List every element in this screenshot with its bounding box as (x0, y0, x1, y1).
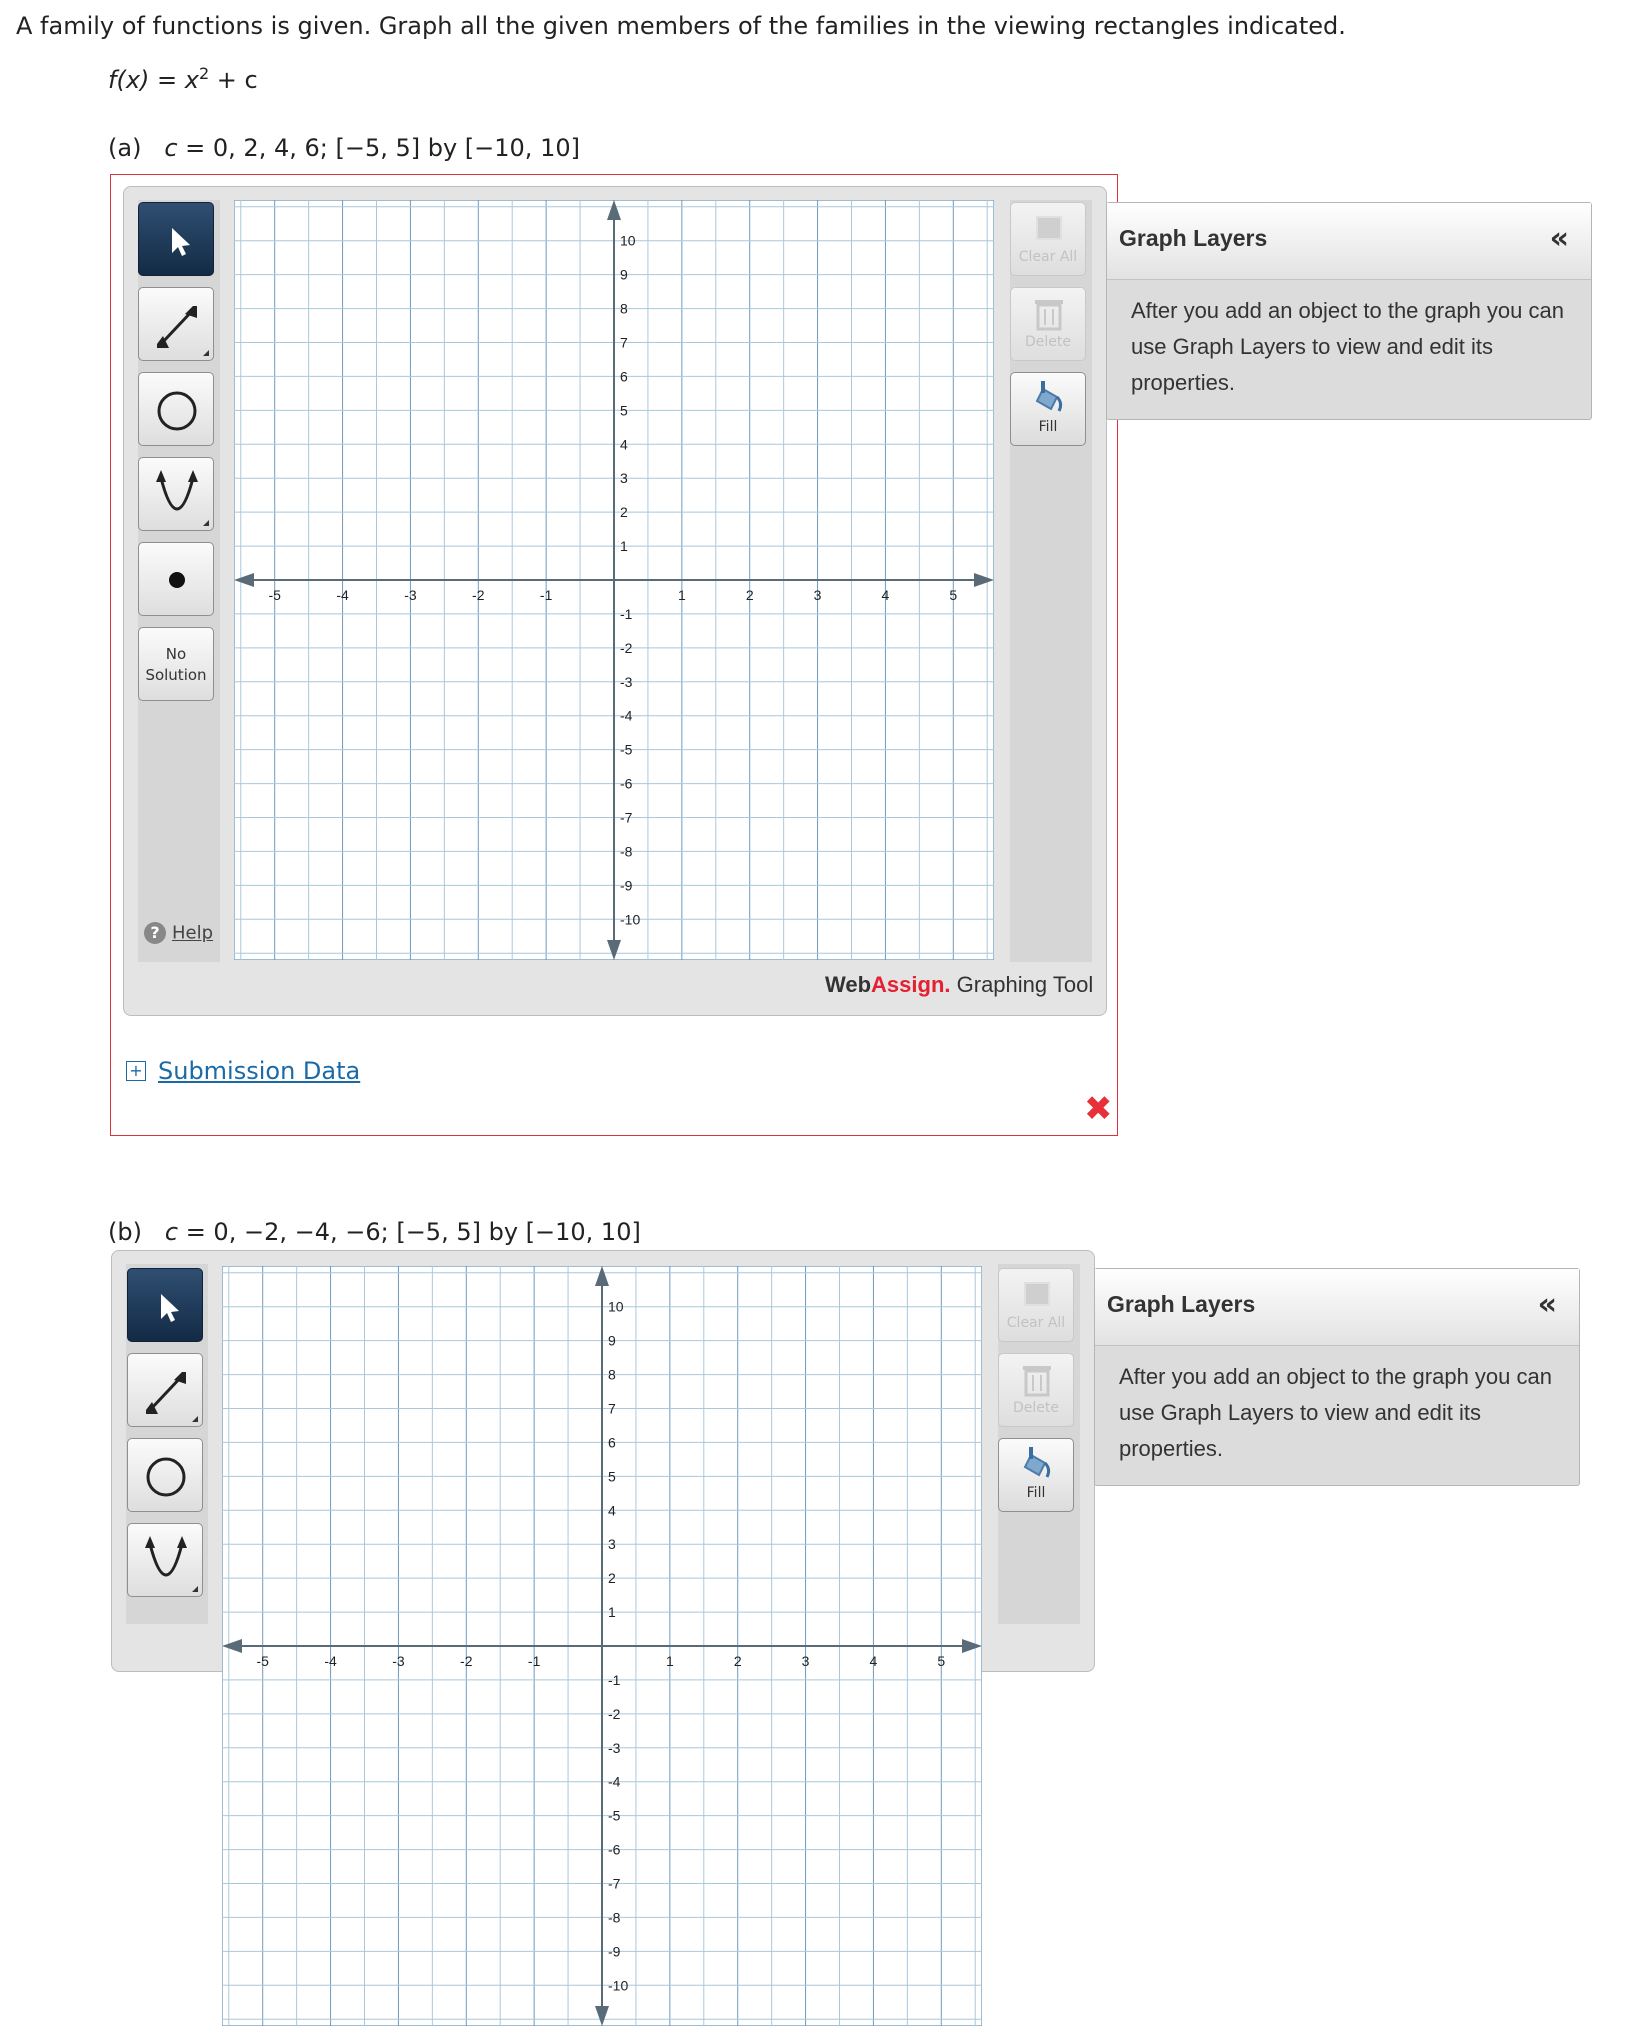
brand-graphing-tool: Graphing Tool (950, 972, 1094, 997)
instructions: A family of functions is given. Graph all the given members of the families in the viewing rectangles indicated. (16, 12, 1346, 40)
function-exponent: 2 (198, 64, 210, 83)
no-solution-button[interactable] (138, 627, 214, 701)
point-tool[interactable] (138, 542, 214, 616)
clear-all-button[interactable] (998, 1268, 1074, 1342)
y-tick-label: 9 (608, 1332, 616, 1349)
trash-icon (1011, 288, 1087, 332)
y-tick-label: -1 (620, 605, 633, 622)
y-tick-label: -8 (608, 1909, 621, 1926)
part-b-letter: (b) (108, 1218, 142, 1246)
y-tick-label: -7 (608, 1875, 621, 1892)
y-tick-label: -3 (620, 673, 633, 690)
parabola-icon (139, 458, 215, 532)
graph-grid[interactable] (222, 1266, 982, 2026)
x-tick-label: -2 (472, 587, 485, 603)
circle-icon (128, 1439, 204, 1513)
y-tick-label: 5 (608, 1468, 616, 1485)
y-tick-label: 3 (608, 1536, 616, 1553)
y-tick-label: -5 (620, 741, 633, 758)
y-tick-label: -8 (620, 843, 633, 860)
y-tick-label: 10 (620, 232, 636, 249)
fill-label: Fill (1038, 419, 1058, 435)
pointer-tool[interactable] (138, 202, 214, 276)
equals-sign: = (149, 66, 185, 94)
graph-layers-header (1107, 203, 1591, 280)
y-tick-label: -5 (608, 1807, 621, 1824)
parabola-tool[interactable] (138, 457, 214, 531)
y-tick-label: 10 (608, 1298, 624, 1315)
x-tick-label: 4 (869, 1653, 878, 1669)
y-tick-label: -3 (608, 1739, 621, 1756)
graph-layers-title: Graph Layers (1107, 1291, 1256, 1317)
line-tool[interactable] (138, 287, 214, 361)
x-tick-label: 3 (813, 587, 822, 603)
no-solution-line1: No (165, 645, 187, 663)
x-tick-label: 5 (949, 587, 958, 603)
x-tick-label: 1 (665, 1653, 674, 1669)
submission-data-label: Submission Data (158, 1057, 361, 1085)
function-constant: + c (209, 66, 258, 94)
fill-bucket-icon (999, 1439, 1075, 1483)
brand-assign: Assign. (871, 972, 951, 997)
x-tick-label: -5 (268, 587, 281, 603)
x-tick-label: 1 (677, 587, 686, 603)
y-tick-label: -1 (608, 1671, 621, 1688)
clear-all-icon (999, 1269, 1075, 1309)
circle-icon (139, 373, 215, 447)
fill-bucket-icon (1011, 373, 1087, 417)
x-tick-label: 3 (801, 1653, 810, 1669)
y-tick-label: 3 (620, 470, 628, 487)
y-tick-label: 6 (620, 368, 628, 385)
help-icon: ? (144, 922, 166, 944)
x-tick-label: 5 (937, 1653, 946, 1669)
fill-button[interactable] (1010, 372, 1086, 446)
brand-web: Web (825, 972, 872, 997)
y-tick-label: -6 (608, 1841, 621, 1858)
graph-grid[interactable] (234, 200, 994, 960)
part-b-spec: = 0, −2, −4, −6; [−5, 5] by [−10, 10] (178, 1218, 641, 1246)
graph-layers-panel-b (1094, 1268, 1580, 1486)
circle-tool[interactable] (127, 1438, 203, 1512)
y-tick-label: -4 (608, 1773, 621, 1790)
x-tick-label: -1 (527, 1653, 541, 1669)
pointer-icon (139, 203, 215, 277)
collapse-chevron-icon[interactable]: « (1549, 221, 1569, 256)
x-tick-label: -1 (539, 587, 553, 603)
parabola-icon (128, 1524, 204, 1598)
y-tick-label: -2 (608, 1705, 621, 1722)
graph-layers-title: Graph Layers (1119, 225, 1268, 251)
no-solution-line2: Solution (145, 666, 207, 684)
y-tick-label: -10 (608, 1977, 629, 1994)
x-tick-label: -4 (336, 587, 349, 603)
y-tick-label: 4 (608, 1502, 616, 1519)
y-tick-label: 6 (608, 1434, 616, 1451)
y-tick-label: -4 (620, 707, 633, 724)
clear-all-label: Clear All (1006, 1315, 1066, 1331)
part-a-label (108, 134, 580, 162)
part-b-c: c (164, 1218, 179, 1246)
y-tick-label: -6 (620, 775, 633, 792)
submission-data-toggle[interactable] (126, 1056, 360, 1085)
y-tick-label: 1 (620, 538, 628, 555)
clear-all-icon (1011, 203, 1087, 243)
delete-label: Delete (1025, 334, 1071, 350)
x-tick-label: -2 (460, 1653, 473, 1669)
graph-layers-hint: After you add an object to the graph you can use Graph Layers to view and edit its properties. (1119, 1364, 1552, 1461)
part-a-letter: (a) (108, 134, 142, 162)
fill-button[interactable] (998, 1438, 1074, 1512)
graph-layers-panel-a (1106, 202, 1592, 420)
graph-layers-hint: After you add an object to the graph you can use Graph Layers to view and edit its properties. (1131, 298, 1564, 395)
clear-all-label: Clear All (1018, 249, 1078, 265)
line-arrow-icon (139, 288, 215, 362)
delete-button[interactable] (1010, 287, 1086, 361)
y-tick-label: 4 (620, 436, 628, 453)
incorrect-mark-icon: ✖ (1084, 1089, 1113, 1129)
trash-icon (999, 1354, 1075, 1398)
y-tick-label: -10 (620, 911, 641, 928)
parabola-tool[interactable] (127, 1523, 203, 1597)
point-icon (139, 543, 215, 617)
y-tick-label: 7 (620, 334, 628, 351)
graph-layers-header (1095, 1269, 1579, 1346)
part-a-spec: = 0, 2, 4, 6; [−5, 5] by [−10, 10] (177, 134, 580, 162)
x-tick-label: 2 (733, 1653, 742, 1669)
function-definition (108, 64, 258, 94)
x-tick-label: -3 (392, 1653, 405, 1669)
part-a-c: c (164, 134, 178, 162)
line-arrow-icon (128, 1354, 204, 1428)
y-tick-label: 2 (620, 504, 628, 521)
y-tick-label: 8 (608, 1366, 616, 1383)
x-tick-label: 4 (881, 587, 890, 603)
help-link[interactable] (144, 922, 213, 944)
part-b-label (108, 1218, 641, 1246)
function-name: f(x) (108, 66, 150, 94)
delete-button[interactable] (998, 1353, 1074, 1427)
y-tick-label: 2 (608, 1570, 616, 1587)
pointer-icon (128, 1269, 204, 1343)
function-variable: x (184, 66, 199, 94)
expand-icon: + (126, 1061, 146, 1081)
y-tick-label: 7 (608, 1400, 616, 1417)
x-tick-label: -3 (404, 587, 417, 603)
y-tick-label: -9 (608, 1943, 621, 1960)
y-tick-label: -2 (620, 639, 633, 656)
y-tick-label: 9 (620, 266, 628, 283)
circle-tool[interactable] (138, 372, 214, 446)
y-tick-label: 1 (608, 1604, 616, 1621)
x-tick-label: -4 (324, 1653, 337, 1669)
y-tick-label: 8 (620, 300, 628, 317)
y-tick-label: -7 (620, 809, 633, 826)
help-label: Help (172, 922, 214, 944)
fill-label: Fill (1026, 1485, 1046, 1501)
y-tick-label: 5 (620, 402, 628, 419)
x-tick-label: 2 (745, 587, 754, 603)
delete-label: Delete (1013, 1400, 1059, 1416)
collapse-chevron-icon[interactable]: « (1537, 1287, 1557, 1322)
webassign-brand (825, 972, 1093, 998)
y-tick-label: -9 (620, 877, 633, 894)
pointer-tool[interactable] (127, 1268, 203, 1342)
x-tick-label: -5 (256, 1653, 269, 1669)
line-tool[interactable] (127, 1353, 203, 1427)
clear-all-button[interactable] (1010, 202, 1086, 276)
